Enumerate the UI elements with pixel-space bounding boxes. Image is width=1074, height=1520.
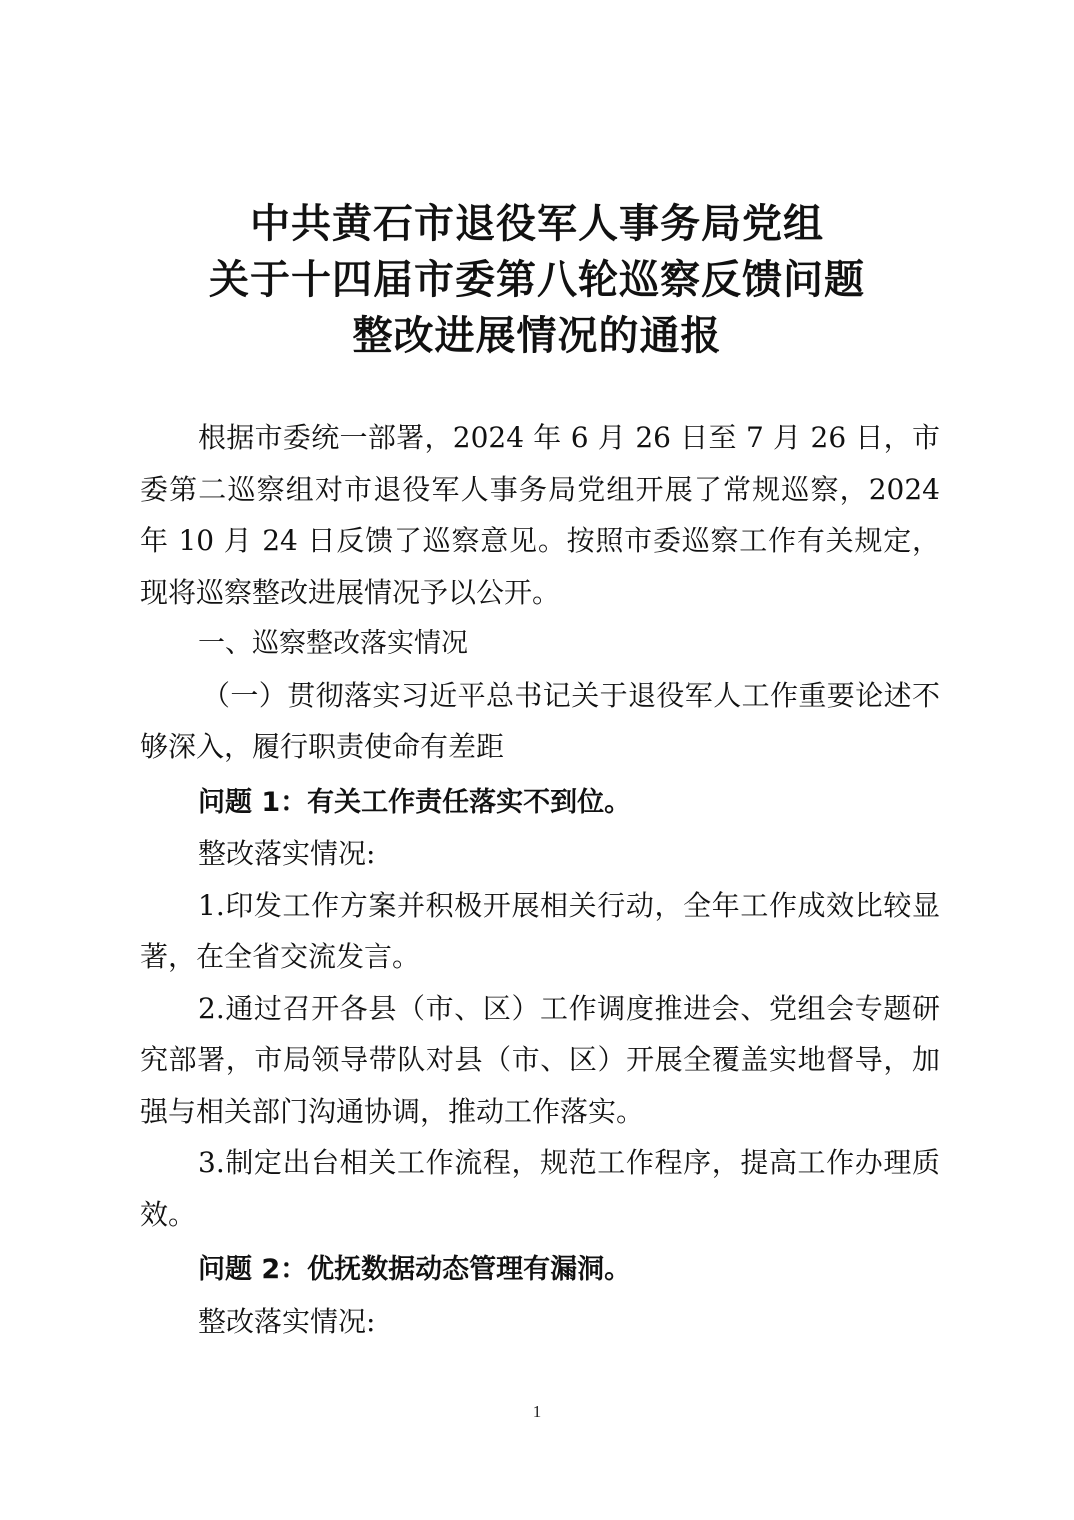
- title-line-3: 整改进展情况的通报: [352, 313, 722, 359]
- issue-2-title: 问题 2：优抚数据动态管理有漏洞。: [198, 1254, 632, 1285]
- issue-1-title: 问题 1：有关工作责任落实不到位。: [198, 786, 632, 818]
- subsection-heading: （一）贯彻落实习近平总书记关于退役军人工作重要论述不够深入，履行职责使命有差距: [140, 678, 940, 763]
- title-line-1: 中共黄石市退役军人事务局党组: [250, 201, 824, 247]
- page-number: 1: [532, 1402, 542, 1421]
- title-line-2: 关于十四届市委第八轮巡察反馈问题: [209, 257, 865, 303]
- issue-2-status-label: 整改落实情况:: [198, 1304, 376, 1338]
- document-body: [140, 412, 940, 1347]
- document-title: [0, 196, 1074, 364]
- issue-1-item-1: 1.印发工作方案并积极开展相关行动，全年工作成效比较显著，在全省交流发言。: [140, 888, 940, 973]
- issue-1-item-2: 2.通过召开各县（市、区）工作调度推进会、党组会专题研究部署，市局领导带队对县（市、区）开展全覆盖实地督导，加强与相关部门沟通协调，推动工作落实。: [140, 991, 940, 1128]
- section-heading: 一、巡察整改落实情况: [198, 628, 468, 659]
- intro-paragraph: 根据市委统一部署，2024 年 6 月 26 日至 7 月 26 日，市委第二巡察组对市退役军人事务局党组开展了常规巡察，2024 年 10 月 24 日反馈了巡察意见。按照市委巡察工作有关规定，现将巡察整改进展情况予以公开。: [140, 421, 940, 609]
- issue-1-status-label: 整改落实情况:: [198, 837, 376, 870]
- issue-1-item-3: 3.制定出台相关工作流程，规范工作程序，提高工作办理质效。: [140, 1146, 940, 1231]
